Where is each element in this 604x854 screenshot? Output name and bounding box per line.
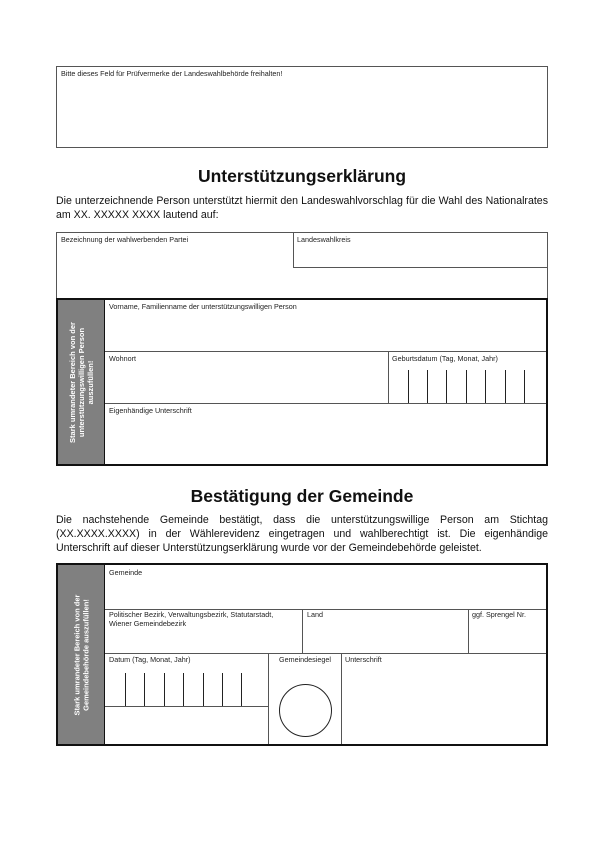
seal-label: Gemeindesiegel (279, 655, 331, 664)
district-input[interactable] (106, 630, 300, 652)
birthdate-input[interactable] (390, 364, 546, 402)
date-tick (125, 673, 126, 706)
name-label: Vorname, Familienname der unterstützungswilligen Person (109, 302, 297, 311)
seal-circle (279, 684, 332, 737)
divider (388, 351, 389, 403)
authority-notes-label: Bitte dieses Feld für Prüfvermerke der Landeswahlbehörde freihalten! (61, 69, 283, 78)
date-tick (524, 370, 525, 403)
party-district-box (56, 232, 548, 299)
municipality-sidebar (58, 565, 104, 744)
person-box (56, 298, 548, 466)
divider (105, 351, 546, 352)
date-tick (241, 673, 242, 706)
date-tick (203, 673, 204, 706)
divider (293, 267, 548, 268)
divider (302, 609, 303, 653)
sidebar-line: unterstützungswilligen Person (76, 327, 86, 437)
residence-label: Wohnort (109, 354, 137, 363)
date-tick (505, 370, 506, 403)
section2-title: Bestätigung der Gemeinde (190, 486, 414, 506)
district-label-2: Wiener Gemeindebezirk (109, 619, 187, 628)
state-input[interactable] (304, 621, 466, 652)
district-input[interactable] (295, 245, 545, 265)
birthdate-label: Geburtsdatum (Tag, Monat, Jahr) (392, 354, 498, 363)
municipality-label: Gemeinde (109, 568, 143, 577)
date-tick (427, 370, 428, 403)
date-tick (408, 370, 409, 403)
authority-notes-box (56, 66, 548, 148)
date-tick (485, 370, 486, 403)
sidebar-line: auszufüllen! (85, 360, 95, 404)
sidebar-line: Stark umrandeter Bereich von der (67, 321, 77, 443)
date-baseline (105, 706, 268, 707)
divider (293, 233, 294, 268)
sidebar-line: Stark umrandeter Bereich von der (72, 594, 82, 715)
divider (104, 565, 105, 744)
person-sidebar-text (68, 322, 95, 443)
person-sidebar (58, 300, 104, 464)
precinct-label: ggf. Sprengel Nr. (472, 610, 526, 619)
section1-text: Die unterzeichnende Person unterstützt hiermit den Landeswahlvorschlag für die Wahl des Nationalrates am XX. XXXXX XXXX lautend auf: (56, 195, 548, 221)
section2-text: Die nachstehende Gemeinde bestätigt, dass die unterstützungswillige Person am Stichtag (XX.XXXX.XXXX) in der Wählerevidenz eingetragen und wahlberechtigt ist. Die eigenhändige Unterschrift auf dieser Unterstützungserklärung wurde vor der Gemeindebehörde geleistet. (56, 514, 548, 554)
district-label: Landeswahlkreis (297, 235, 351, 244)
sidebar-line: Gemeindebehörde auszufüllen! (81, 598, 91, 711)
state-label: Land (307, 610, 323, 619)
signature-input[interactable] (343, 665, 545, 742)
party-label: Bezeichnung der wahlwerbenden Partei (61, 235, 189, 244)
section1-title: Unterstützungserklärung (197, 166, 407, 186)
name-input[interactable] (106, 313, 544, 350)
municipality-box (56, 563, 548, 746)
date-tick (446, 370, 447, 403)
residence-input[interactable] (106, 364, 386, 402)
date-tick (466, 370, 467, 403)
signature-label: Eigenhändige Unterschrift (109, 406, 192, 415)
party-input[interactable] (58, 245, 290, 295)
date-tick (183, 673, 184, 706)
divider (468, 609, 469, 653)
signature-input[interactable] (106, 416, 544, 462)
date-input[interactable] (106, 665, 266, 705)
municipality-sidebar-text (72, 594, 90, 715)
divider (105, 653, 546, 654)
signature-label: Unterschrift (345, 655, 382, 664)
date-tick (222, 673, 223, 706)
district-label: Politischer Bezirk, Verwaltungsbezirk, Statutarstadt, (109, 610, 274, 619)
divider (341, 653, 342, 744)
precinct-input[interactable] (470, 621, 545, 652)
divider (104, 300, 105, 464)
date-tick (164, 673, 165, 706)
divider (268, 653, 269, 744)
divider (105, 403, 546, 404)
date-tick (144, 673, 145, 706)
date-label: Datum (Tag, Monat, Jahr) (109, 655, 191, 664)
municipality-input[interactable] (106, 579, 544, 607)
